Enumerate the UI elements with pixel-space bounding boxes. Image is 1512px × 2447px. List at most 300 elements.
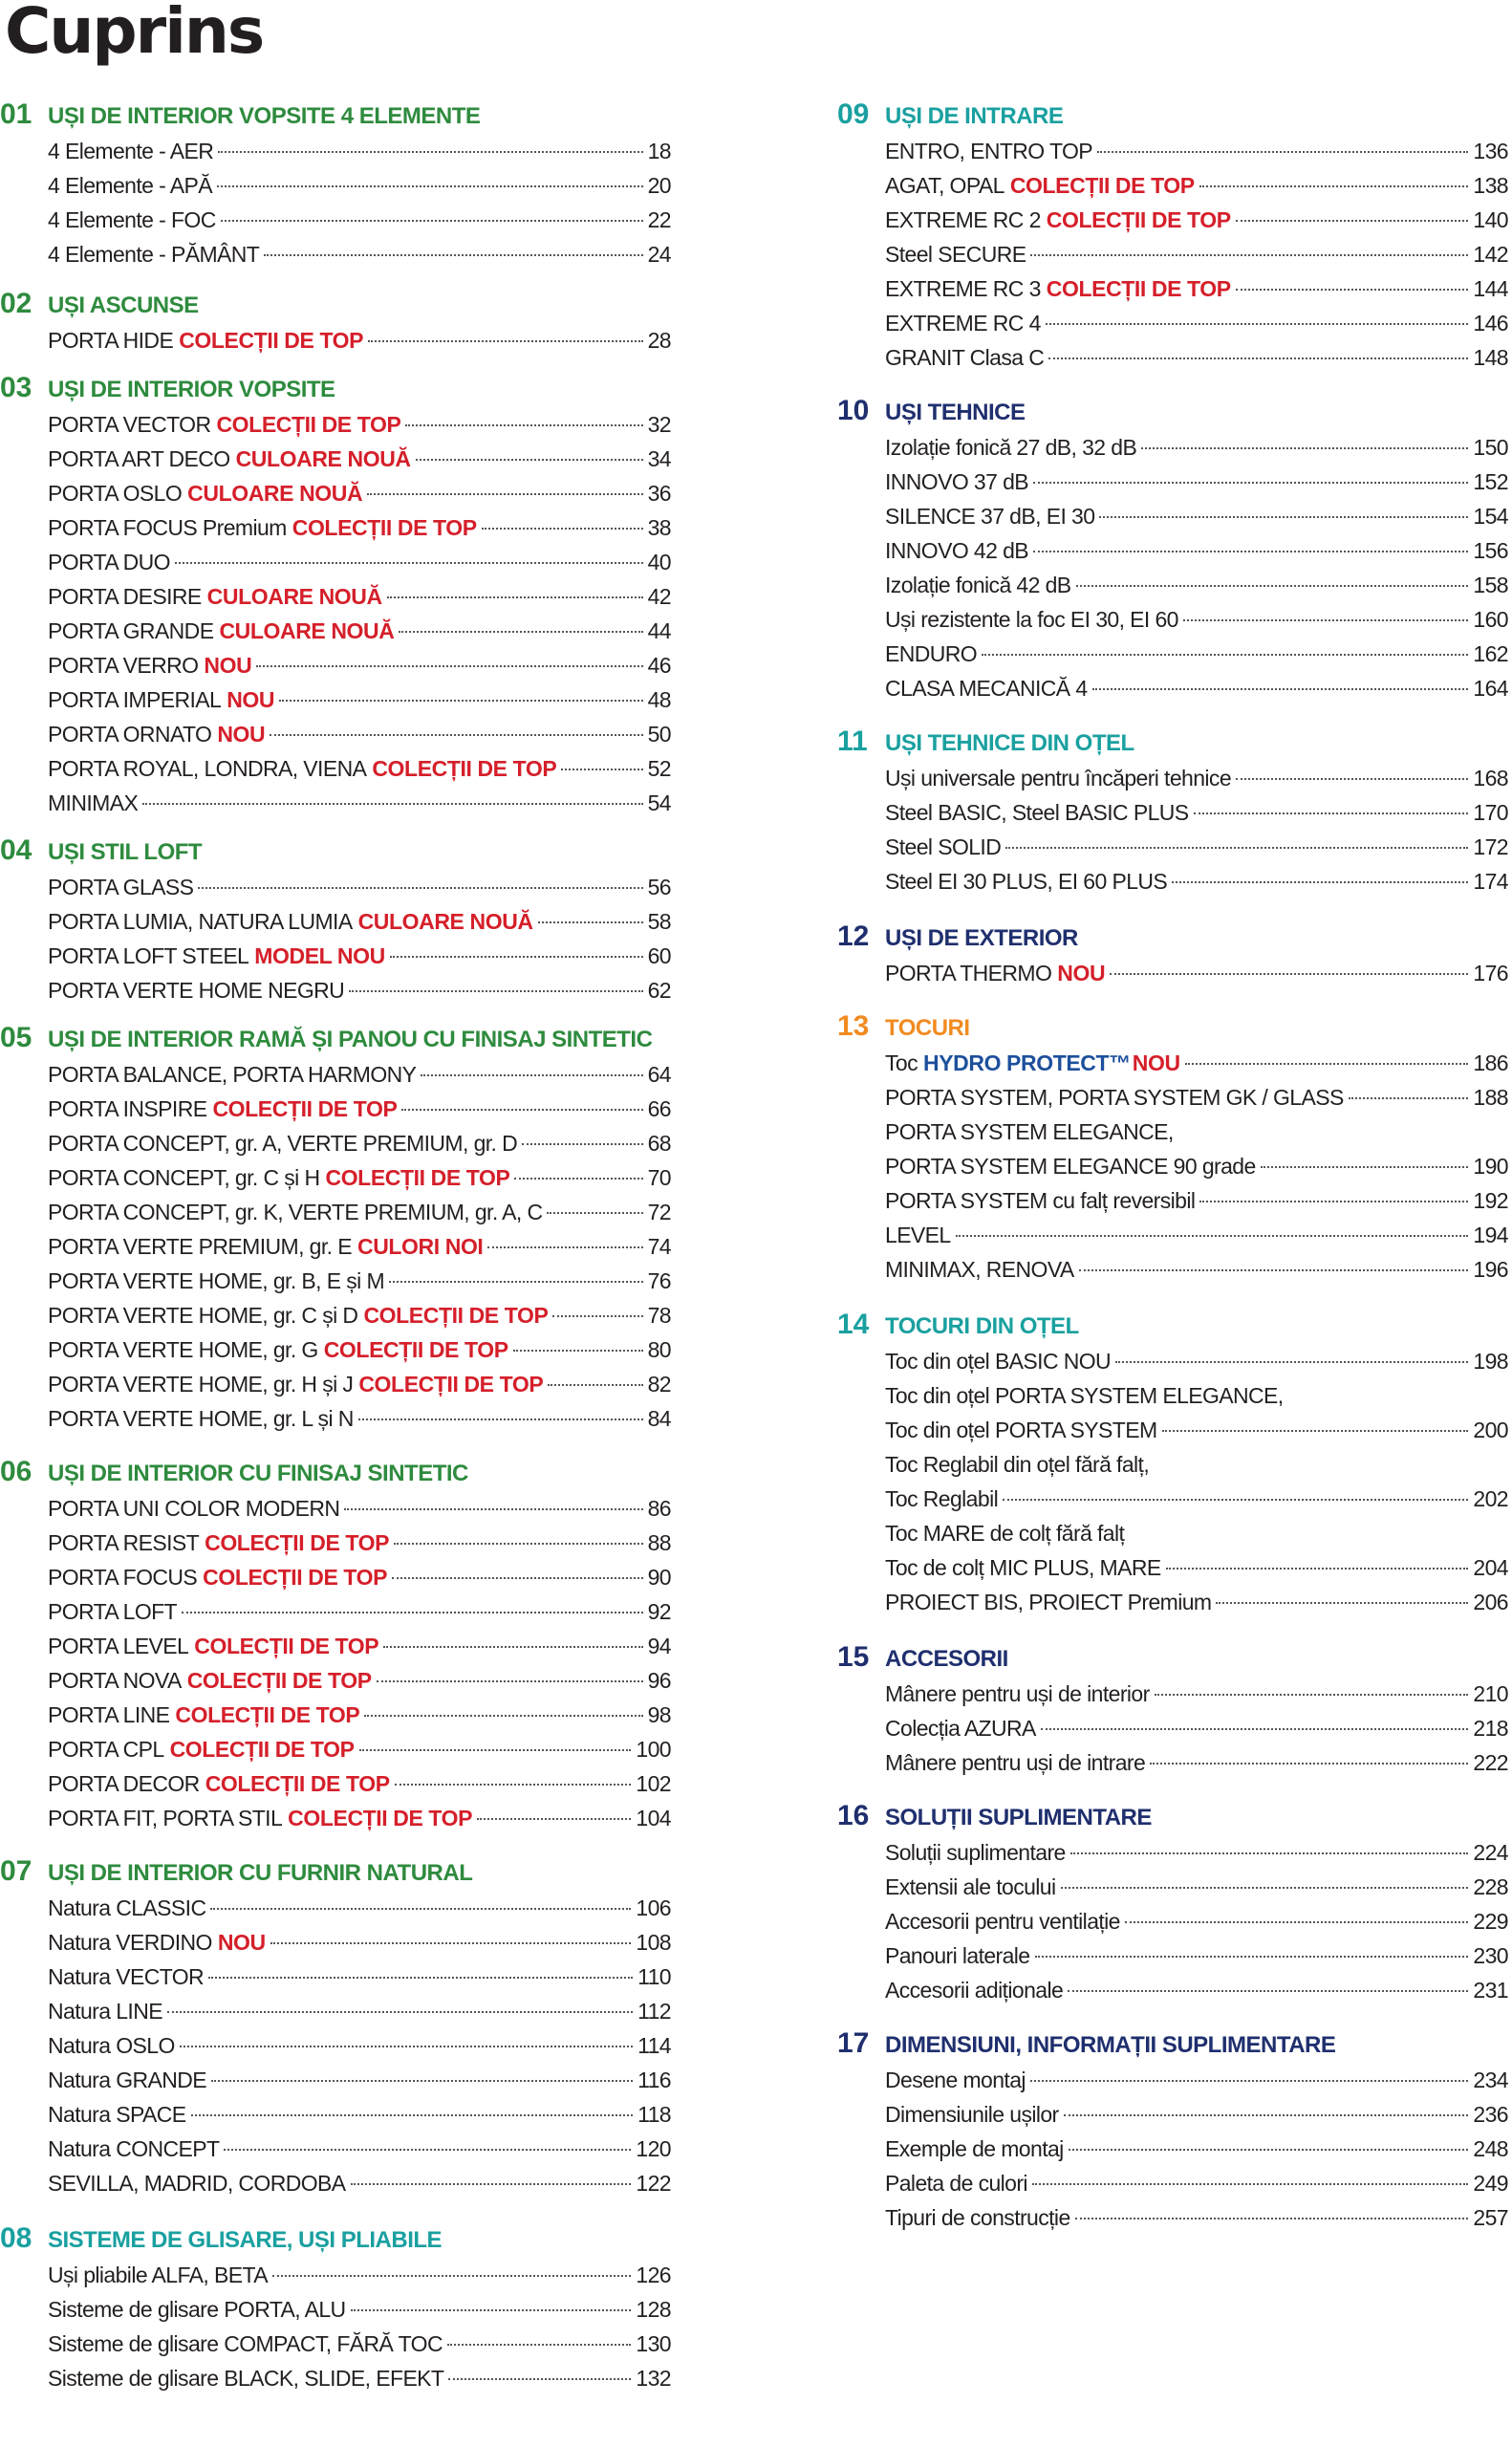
section-number: 17 [837, 2027, 870, 2059]
toc-entry[interactable] [48, 1264, 671, 1298]
dot-leader [270, 1942, 632, 1944]
entry-label: Toc din oțel BASIC NOU [885, 1349, 1112, 1374]
toc-entry[interactable] [48, 168, 671, 203]
toc-entry[interactable] [48, 1925, 671, 1960]
dot-leader [405, 424, 642, 426]
page-number: 160 [1473, 607, 1508, 632]
dot-leader [552, 1315, 642, 1317]
page-number: 92 [647, 1599, 671, 1624]
section-heading[interactable] [0, 285, 671, 323]
section-heading[interactable] [0, 1852, 671, 1891]
entry-label: Soluții suplimentare [885, 1840, 1066, 1865]
entry-label: Extensii ale tocului [885, 1874, 1056, 1899]
dot-leader [1061, 1887, 1469, 1889]
toc-entry[interactable] [48, 407, 671, 442]
entry-label: CLASA MECANICĂ 4 [885, 676, 1088, 701]
dot-leader [1216, 1602, 1468, 1604]
entry-label: PORTA LOFT [48, 1599, 178, 1624]
toc-entry[interactable] [48, 1960, 671, 1994]
dot-leader [1162, 1430, 1469, 1432]
section-heading[interactable] [837, 1306, 1508, 1344]
section-number: 03 [0, 372, 32, 403]
toc-entry[interactable] [48, 442, 671, 476]
toc-entry[interactable] [885, 237, 1508, 271]
page-number: 176 [1473, 961, 1508, 985]
page-number: 62 [647, 978, 671, 1003]
dot-leader [351, 2309, 632, 2311]
toc-entry[interactable] [48, 1732, 671, 1766]
entry-label: Toc din oțel PORTA SYSTEM ELEGANCE, [885, 1383, 1284, 1408]
toc-column-left [0, 96, 671, 2395]
toc-entry[interactable] [48, 2292, 671, 2327]
section-heading[interactable] [837, 392, 1508, 430]
entry-tag: COLECȚII DE TOP [372, 756, 557, 781]
page-number: 198 [1473, 1349, 1508, 1374]
dot-leader [1166, 1568, 1469, 1570]
toc-entry[interactable] [885, 168, 1508, 203]
section-number: 10 [837, 395, 870, 426]
dot-leader [1236, 778, 1468, 780]
entry-label: Mânere pentru uși de interior [885, 1681, 1150, 1706]
entry-label: Steel SOLID [885, 834, 1002, 859]
entry-label: MINIMAX, RENOVA [885, 1257, 1074, 1282]
section-heading[interactable] [837, 1638, 1508, 1677]
toc-entry[interactable] [48, 1801, 671, 1835]
dot-leader [182, 1612, 643, 1613]
dot-leader [272, 2275, 631, 2277]
toc-entry[interactable] [885, 203, 1508, 237]
toc-entry[interactable] [48, 2132, 671, 2166]
toc-section-02 [0, 285, 671, 357]
dot-leader [982, 654, 1468, 656]
dot-leader [395, 1784, 632, 1786]
page-number: 66 [647, 1096, 671, 1121]
toc-entry[interactable] [48, 1092, 671, 1126]
toc-entry[interactable] [885, 340, 1508, 375]
page-number: 78 [647, 1303, 671, 1328]
dot-leader [1194, 812, 1469, 814]
entry-label: PORTA SYSTEM cu falț reversibil [885, 1188, 1196, 1213]
dot-leader [1097, 151, 1468, 153]
toc-entry[interactable] [885, 2132, 1508, 2166]
entry-label: Desene montaj [885, 2068, 1026, 2092]
page-number: 76 [647, 1268, 671, 1293]
entry-tag: COLECȚII DE TOP [358, 1372, 544, 1397]
toc-entry[interactable] [48, 1229, 671, 1264]
dot-leader [514, 1178, 642, 1180]
toc-entry[interactable] [48, 237, 671, 271]
section-title: UȘI TEHNICE [885, 400, 1026, 425]
toc-entry[interactable] [885, 1745, 1508, 1780]
toc-section-06 [0, 1453, 671, 1835]
entry-tag: COLECȚII DE TOP [169, 1737, 355, 1762]
toc-entry[interactable] [885, 830, 1508, 864]
dot-leader [1033, 551, 1468, 552]
section-heading[interactable] [0, 369, 671, 407]
toc-entry[interactable] [885, 1183, 1508, 1218]
page-number: 126 [636, 2263, 671, 2287]
entry-label: Dimensiunile ușilor [885, 2102, 1059, 2127]
dot-leader [487, 1246, 642, 1248]
toc-entry[interactable] [48, 1195, 671, 1229]
dot-leader [547, 1212, 642, 1214]
section-heading[interactable] [0, 832, 671, 870]
dot-leader [1115, 1361, 1468, 1363]
toc-entry[interactable] [885, 430, 1508, 465]
dot-leader [279, 700, 642, 702]
section-heading[interactable] [0, 1019, 671, 1057]
toc-entry[interactable] [48, 1526, 671, 1560]
page-number: 150 [1473, 435, 1508, 460]
dot-leader [1035, 1956, 1469, 1958]
entry-label: Toc MARE de colț fără falț [885, 1521, 1125, 1546]
toc-entry[interactable] [48, 203, 671, 237]
page-number: 82 [647, 1372, 671, 1397]
section-number: 16 [837, 1800, 870, 1831]
entry-label: PORTA ORNATO [48, 722, 212, 747]
entry-label: PORTA GLASS [48, 875, 194, 899]
entry-label: PORTA IMPERIAL [48, 687, 222, 712]
page-number: 249 [1473, 2171, 1508, 2196]
dot-leader [447, 2344, 631, 2346]
entry-label: Paleta de culori [885, 2171, 1027, 2196]
toc-entry[interactable] [48, 973, 671, 1007]
page-number: 56 [647, 875, 671, 899]
toc-entry[interactable] [885, 568, 1508, 602]
toc-entry[interactable] [48, 1298, 671, 1332]
toc-entry[interactable] [48, 1057, 671, 1092]
page-number: 80 [647, 1337, 671, 1362]
entry-label: PORTA CONCEPT, gr. C și H [48, 1165, 320, 1190]
dot-leader [956, 1235, 1469, 1237]
toc-entry[interactable] [885, 1973, 1508, 2007]
page-number: 222 [1473, 1750, 1508, 1775]
toc-entry[interactable] [885, 956, 1508, 990]
toc-section-10 [837, 392, 1508, 705]
entry-label: MINIMAX [48, 790, 139, 815]
toc-entry[interactable] [48, 2327, 671, 2361]
entry-label: Steel EI 30 PLUS, EI 60 PLUS [885, 869, 1168, 894]
toc-entry[interactable] [885, 602, 1508, 637]
toc-section-03 [0, 369, 671, 820]
toc-entry[interactable] [885, 1344, 1508, 1378]
toc-entry[interactable] [885, 1711, 1508, 1745]
dot-leader [264, 254, 642, 256]
entry-tag: COLECȚII DE TOP [186, 1668, 372, 1693]
page-number: 229 [1473, 1909, 1508, 1934]
toc-entry[interactable] [885, 1378, 1508, 1413]
section-number: 09 [837, 98, 870, 130]
toc-entry[interactable] [885, 1149, 1508, 1183]
dot-leader [1003, 1499, 1468, 1501]
section-title: UȘI DE INTRARE [885, 103, 1064, 129]
toc-entry[interactable] [885, 1938, 1508, 1973]
entry-label: Toc de colț MIC PLUS, MARE [885, 1555, 1161, 1580]
toc-entry[interactable] [48, 1594, 671, 1629]
toc-entry[interactable] [48, 323, 671, 357]
page-number: 86 [647, 1496, 671, 1521]
toc-entry[interactable] [885, 2063, 1508, 2097]
entry-tag: COLECȚII DE TOP [175, 1702, 360, 1727]
toc-entry[interactable] [885, 2166, 1508, 2200]
dot-leader [358, 1418, 643, 1420]
toc-entry[interactable] [885, 795, 1508, 830]
entry-label: PORTA VERTE HOME, gr. B, E și M [48, 1268, 385, 1293]
toc-entry[interactable] [885, 1447, 1508, 1482]
dot-leader [175, 562, 643, 564]
entry-label: Natura OSLO [48, 2033, 175, 2058]
toc-entry[interactable] [885, 1218, 1508, 1252]
toc-entry[interactable] [48, 786, 671, 820]
toc-entry[interactable] [48, 1367, 671, 1401]
entry-tag: CULORI NOI [356, 1234, 484, 1259]
section-title: UȘI STIL LOFT [48, 839, 203, 865]
section-heading[interactable] [837, 1797, 1508, 1835]
toc-entry[interactable] [885, 637, 1508, 671]
entry-tag: CULOARE NOUĂ [357, 909, 533, 934]
toc-entry[interactable] [48, 2097, 671, 2132]
entry-tag: COLECȚII DE TOP [1009, 173, 1195, 198]
toc-entry[interactable] [885, 1550, 1508, 1585]
section-heading[interactable] [0, 2220, 671, 2258]
section-title: SISTEME DE GLISARE, UȘI PLIABILE [48, 2227, 443, 2253]
section-title: TOCURI DIN OȚEL [885, 1313, 1079, 1339]
entry-tag: COLECȚII DE TOP [194, 1634, 379, 1658]
page-number: 110 [637, 1964, 671, 1989]
dot-leader [513, 1350, 643, 1352]
section-heading[interactable] [837, 1007, 1508, 1046]
page-number: 84 [647, 1406, 671, 1431]
dot-leader [387, 596, 643, 598]
toc-entry[interactable] [48, 614, 671, 648]
toc-entry[interactable] [48, 2166, 671, 2200]
page-number: 172 [1473, 834, 1508, 859]
toc-entry[interactable] [885, 761, 1508, 795]
toc-entry[interactable] [885, 2200, 1508, 2235]
toc-entry[interactable] [48, 1994, 671, 2028]
dot-leader [1030, 2080, 1469, 2082]
page-number: 154 [1473, 504, 1508, 529]
page-number: 60 [647, 943, 671, 968]
dot-leader [482, 528, 643, 530]
page-number: 248 [1473, 2136, 1508, 2161]
toc-section-12 [837, 918, 1508, 990]
toc-entry[interactable] [48, 751, 671, 786]
toc-entry[interactable] [885, 1252, 1508, 1287]
entry-label: GRANIT Clasa C [885, 345, 1045, 370]
dot-leader [364, 1715, 642, 1717]
page-number: 136 [1473, 139, 1508, 163]
toc-entry[interactable] [48, 1698, 671, 1732]
toc-section-08 [0, 2220, 671, 2395]
toc-entry[interactable] [48, 1160, 671, 1195]
toc-entry[interactable] [48, 2361, 671, 2395]
toc-entry[interactable] [885, 1413, 1508, 1447]
page-number: 186 [1473, 1050, 1508, 1075]
dot-leader [218, 151, 642, 153]
entry-tag: COLECȚII DE TOP [363, 1303, 549, 1328]
page-number: 88 [647, 1530, 671, 1555]
dot-leader [1150, 1763, 1468, 1765]
toc-entry[interactable] [885, 1835, 1508, 1870]
toc-entry[interactable] [885, 1585, 1508, 1619]
toc-entry[interactable] [48, 870, 671, 904]
toc-entry[interactable] [885, 1904, 1508, 1938]
page-number: 202 [1473, 1486, 1508, 1511]
section-number: 02 [0, 288, 32, 319]
section-title: UȘI DE EXTERIOR [885, 925, 1078, 951]
page-number: 218 [1473, 1716, 1508, 1741]
dot-leader [399, 631, 642, 633]
entry-tag: NOU [1057, 961, 1106, 985]
toc-entry[interactable] [885, 306, 1508, 340]
page-number: 158 [1473, 573, 1508, 597]
toc-entry[interactable] [885, 1080, 1508, 1115]
page-number: 138 [1473, 173, 1508, 198]
page-number: 90 [647, 1565, 671, 1590]
dot-leader [1261, 1166, 1469, 1168]
entry-label: Izolație fonică 42 dB [885, 573, 1071, 597]
entry-label: INNOVO 37 dB [885, 469, 1029, 494]
toc-entry[interactable] [48, 904, 671, 939]
section-number: 11 [837, 725, 868, 757]
section-heading[interactable] [0, 96, 671, 134]
toc-entry[interactable] [48, 939, 671, 973]
toc-entry[interactable] [48, 1126, 671, 1160]
toc-entry[interactable] [48, 1891, 671, 1925]
toc-entry[interactable] [885, 1870, 1508, 1904]
toc-entry[interactable] [48, 1629, 671, 1663]
dot-leader [1172, 881, 1468, 883]
entry-tag: NOU [204, 653, 252, 678]
toc-entry[interactable] [48, 1491, 671, 1526]
toc-entry[interactable] [885, 271, 1508, 306]
dot-leader [1236, 289, 1469, 291]
entry-label: Sisteme de glisare PORTA, ALU [48, 2297, 346, 2322]
entry-label: PORTA DECOR [48, 1771, 200, 1796]
entry-label: PORTA INSPIRE [48, 1096, 207, 1121]
toc-entry[interactable] [48, 648, 671, 682]
section-title: UȘI TEHNICE DIN OȚEL [885, 730, 1134, 756]
toc-entry[interactable] [48, 510, 671, 545]
entry-tag: NOU [217, 1930, 266, 1955]
page-number: 36 [647, 481, 671, 506]
entry-label: Natura CLASSIC [48, 1895, 206, 1920]
dot-leader [389, 1281, 643, 1283]
entry-label: SILENCE 37 dB, EI 30 [885, 504, 1095, 529]
entry-label: ENDURO [885, 641, 978, 666]
section-heading[interactable] [837, 2025, 1508, 2063]
toc-entry[interactable] [48, 1332, 671, 1367]
toc-entry[interactable] [48, 2258, 671, 2292]
toc-entry[interactable] [885, 1677, 1508, 1711]
page-number: 132 [636, 2366, 671, 2391]
dot-leader [210, 1908, 631, 1910]
toc-entry[interactable] [48, 476, 671, 510]
toc-entry[interactable] [885, 134, 1508, 168]
entry-label: PORTA ROYAL, LONDRA, VIENA [48, 756, 367, 781]
toc-entry[interactable] [48, 2063, 671, 2097]
entry-label: PORTA DESIRE [48, 584, 202, 609]
dot-leader [421, 1074, 642, 1076]
toc-section-07 [0, 1852, 671, 2200]
section-heading[interactable] [837, 723, 1508, 761]
page-number: 34 [647, 446, 671, 471]
entry-label: PORTA VERTE HOME, gr. H și J [48, 1372, 354, 1397]
toc-entry[interactable] [885, 864, 1508, 899]
toc-entry[interactable] [48, 134, 671, 168]
entry-tag: NOU [217, 722, 266, 747]
toc-entry[interactable] [885, 1115, 1508, 1149]
entry-label: Toc Reglabil din oțel fără falț, [885, 1452, 1150, 1477]
entry-label: PORTA VERTE HOME, gr. L și N [48, 1406, 354, 1431]
page-number: 52 [647, 756, 671, 781]
toc-entry[interactable] [48, 1401, 671, 1436]
dot-leader [351, 2183, 632, 2185]
toc-entry[interactable] [48, 545, 671, 579]
entry-tag: COLECȚII DE TOP [1046, 207, 1231, 232]
toc-entry[interactable] [885, 465, 1508, 499]
dot-leader [344, 1508, 642, 1510]
dot-leader [1349, 1097, 1469, 1099]
page-number: 58 [647, 909, 671, 934]
entry-label: PORTA LEVEL [48, 1634, 189, 1658]
toc-entry[interactable] [885, 671, 1508, 705]
toc-entry[interactable] [885, 1482, 1508, 1516]
toc-entry[interactable] [48, 2028, 671, 2063]
toc-entry[interactable] [48, 1560, 671, 1594]
dot-leader [1110, 973, 1468, 975]
page-number: 196 [1473, 1257, 1508, 1282]
dot-leader [1046, 323, 1469, 325]
dot-leader [1076, 585, 1469, 587]
page-number: 104 [636, 1806, 671, 1830]
toc-entry[interactable] [48, 717, 671, 751]
entry-tag: CULOARE NOUĂ [219, 618, 395, 643]
entry-label: PORTA DUO [48, 550, 170, 574]
dot-leader [1032, 2183, 1468, 2185]
section-heading[interactable] [837, 918, 1508, 956]
toc-entry[interactable] [885, 2097, 1508, 2132]
page-number: 120 [636, 2136, 671, 2161]
toc-entry[interactable] [885, 1516, 1508, 1550]
toc-entry[interactable] [885, 533, 1508, 568]
section-heading[interactable] [0, 1453, 671, 1491]
toc-section-04 [0, 832, 671, 1007]
entry-label: PORTA VECTOR [48, 412, 211, 437]
toc-entry[interactable] [885, 499, 1508, 533]
entry-label: PORTA RESIST [48, 1530, 200, 1555]
page-number: 230 [1473, 1943, 1508, 1968]
toc-entry[interactable] [48, 1663, 671, 1698]
entry-label: PORTA CONCEPT, gr. A, VERTE PREMIUM, gr. D [48, 1131, 518, 1156]
entry-label: 4 Elemente - AER [48, 139, 214, 163]
section-heading[interactable] [837, 96, 1508, 134]
toc-entry[interactable] [48, 682, 671, 717]
toc-entry[interactable] [885, 1046, 1508, 1080]
dot-leader [367, 493, 642, 495]
page-number: 48 [647, 687, 671, 712]
page-number: 96 [647, 1668, 671, 1693]
dot-leader [191, 2114, 634, 2116]
toc-entry[interactable] [48, 1766, 671, 1801]
dot-leader [167, 2011, 633, 2013]
entry-tag: CULOARE NOUĂ [206, 584, 382, 609]
dot-leader [1005, 847, 1468, 849]
dot-leader [217, 185, 643, 187]
toc-entry[interactable] [48, 579, 671, 614]
dot-leader [1185, 1063, 1469, 1065]
